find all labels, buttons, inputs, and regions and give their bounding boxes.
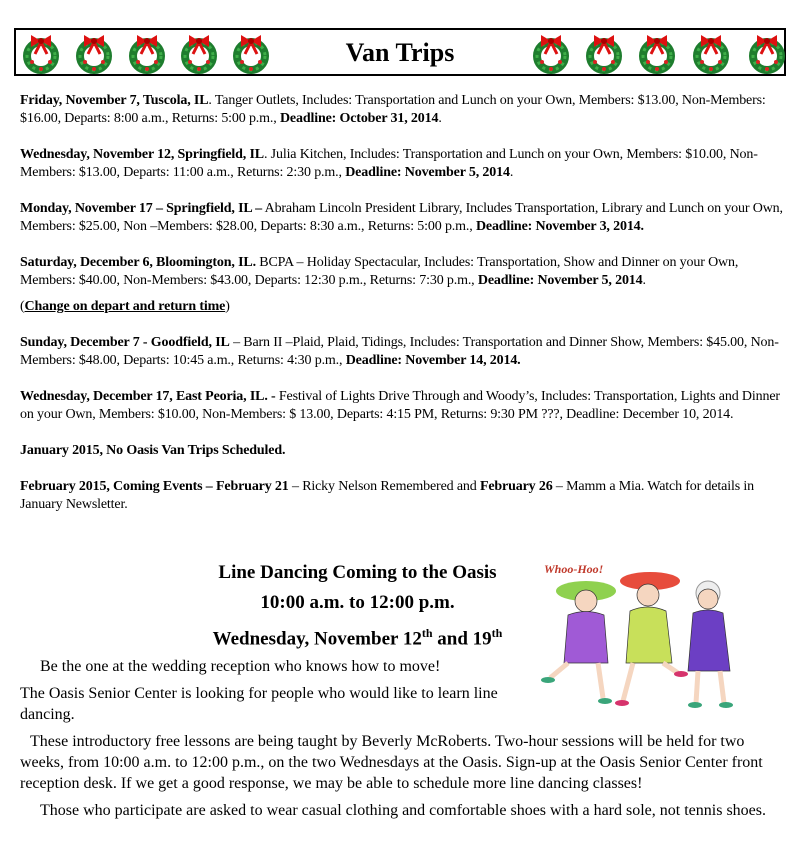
svg-text:Whoo-Hoo!: Whoo-Hoo! bbox=[544, 562, 604, 576]
trip-item: Monday, November 17 – Springfield, IL – Abraham Lincoln President Library, Includes Transportation, Library and Lunch on your Own, Members: $25.00, Non –Members: $28.00, Departs: 8:30 a.m., Returns: 5:00 p.m., Deadline: November 3, 2014. bbox=[20, 201, 783, 234]
dance-dates: Wednesday, November 12th and 19th bbox=[212, 626, 503, 650]
page-title: Van Trips bbox=[345, 38, 455, 67]
trip-item: Saturday, December 6, Bloomington, IL. BCPA – Holiday Spectacular, Includes: Transportation, Show and Dinner on your Own, Members: $40.00, Non-Members: $43.00, Departs: 12:30 p.m., Returns: 7:30 p.m., Deadline: November 5, 2014. bbox=[20, 255, 739, 288]
line-dancing-heading bbox=[160, 558, 555, 654]
paragraph: Those who participate are asked to wear casual clothing and comfortable shoes with a hard sole, not tennis shoes. bbox=[40, 802, 766, 819]
trip-item: Friday, November 7, Tuscola, IL. Tanger Outlets, Includes: Transportation and Lunch on your Own, Members: $13.00, Non-Members: $16.00, Departs: 8:00 a.m., Returns: 5:00 p.m., Deadline: October 31, 2014. bbox=[20, 93, 766, 126]
trip-item: Sunday, December 7 - Goodfield, IL – Barn II –Plaid, Plaid, Tidings, Includes: Transportation and Dinner Show, Members: $45.00, Non-Members: $48.00, Departs: 10:45 a.m., Returns: 4:30 p.m., Deadline: November 14, 2014. bbox=[20, 335, 779, 368]
paragraph: These introductory free lessons are being taught by Beverly McRoberts. Two-hour sessions will be held for two weeks, from 10:00 a.m. to 12:00 p.m., on the two Wednesdays at the Oasis. Sign-up at the Oasis Senior Center front reception desk. If we get a good response, we may be able to schedule more line dancing classes! bbox=[20, 733, 763, 792]
paragraph: The Oasis Senior Center is looking for people who would like to learn line dancing. bbox=[20, 685, 498, 723]
van-trips-header bbox=[14, 28, 786, 76]
january-note: January 2015, No Oasis Van Trips Scheduled. bbox=[20, 443, 286, 458]
trip-item: Wednesday, December 17, East Peoria, IL. - Festival of Lights Drive Through and Woody’s, Includes: Transportation, Lights and Dinner on your Own, Members: $10.00, Non-Members: $ 13.00, Departs: 4:15 PM, Returns: 9:30 PM ???, Deadline: December 10, 2014. bbox=[20, 389, 780, 422]
change-note: (Change on depart and return time) bbox=[20, 299, 230, 314]
paragraph: Be the one at the wedding reception who knows how to move! bbox=[40, 658, 441, 675]
trip-item: Wednesday, November 12, Springfield, IL. Julia Kitchen, Includes: Transportation and Lunch on your Own, Members: $10.00, Non-Members: $13.00, Departs: 11:00 a.m., Returns: 2:30 p.m., Deadline: November 5, 2014. bbox=[20, 147, 758, 180]
line-dancing-body bbox=[20, 656, 790, 827]
dance-title: Line Dancing Coming to the Oasis bbox=[218, 562, 497, 583]
dance-time: 10:00 a.m. to 12:00 p.m. bbox=[260, 592, 455, 613]
van-trips-list bbox=[20, 92, 785, 532]
february-note: February 2015, Coming Events – February 21 – Ricky Nelson Remembered and February 26 – Mamm a Mia. Watch for details in January Newsletter. bbox=[20, 479, 754, 512]
